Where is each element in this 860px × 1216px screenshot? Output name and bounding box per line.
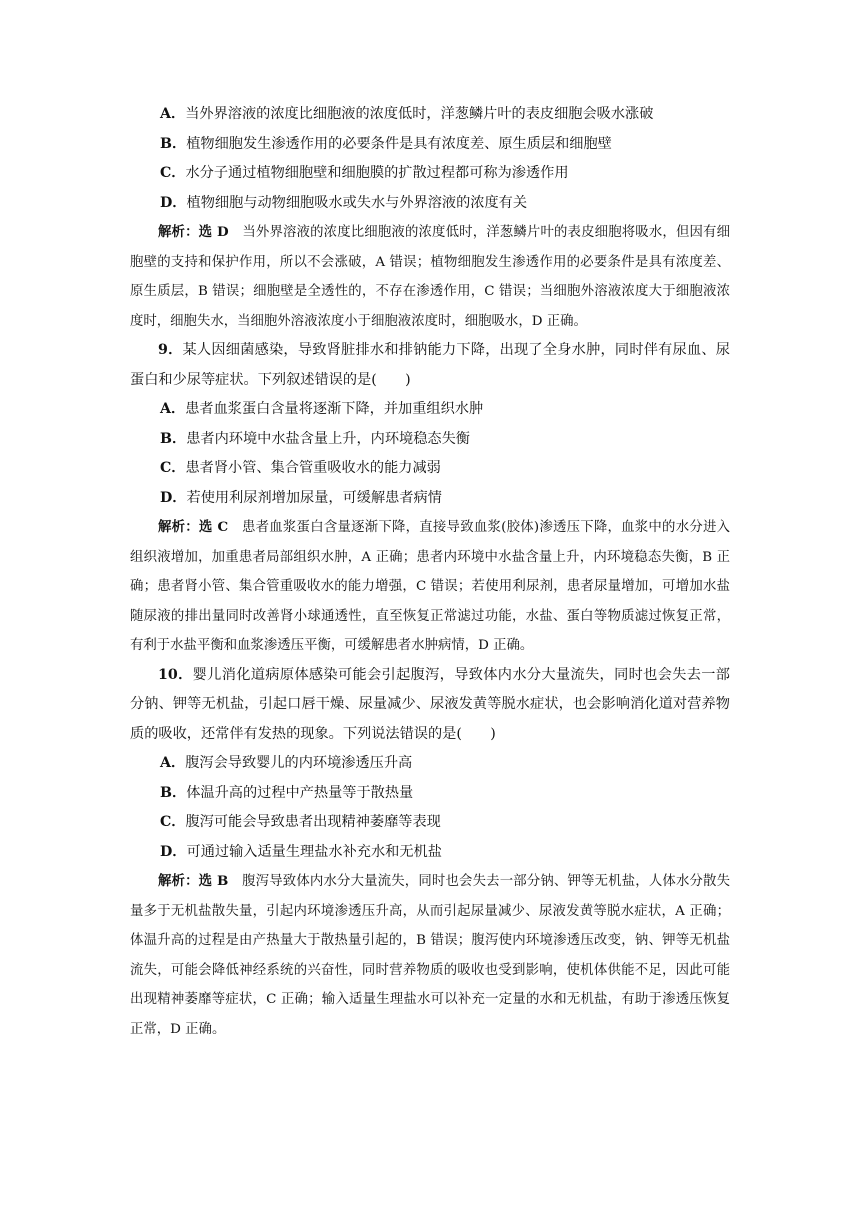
option-text: 若使用利尿剂增加尿量，可缓解患者病情 (186, 489, 442, 506)
q10-option-b (130, 779, 730, 809)
q9-option-a (130, 395, 730, 425)
analysis-label: 解析： (158, 224, 199, 240)
analysis-text: 患者血浆蛋白含量逐渐下降，直接导致血浆(胶体)渗透压下降，血浆中的水分进入组织液增加，加重患者局部组织水肿，A 正确；患者内环境中水盐含量上升，内环境稳态失衡，B 正确；患者肾小管、集合管重吸收水的能力增强，C 错误；若使用利尿剂，患者尿量增加，可增加水盐随尿液的排出量同时改善肾小球通透性，直至恢复正常滤过功能，水盐、蛋白等物质滤过恢复正常，有利于水盐平衡和血浆渗透压平衡，可缓解患者水肿病情，D 正确。 (130, 520, 730, 653)
option-text: 当外界溶液的浓度比细胞液的浓度低时，洋葱鳞片叶的表皮细胞会吸水涨破 (185, 106, 654, 122)
option-letter: D． (160, 194, 187, 211)
option-letter: C． (160, 165, 186, 181)
q8-option-b (130, 130, 730, 160)
analysis-text: 当外界溶液的浓度比细胞液的浓度低时，洋葱鳞片叶的表皮细胞将吸水，但因有细胞壁的支持和保护作用，所以不会涨破，A 错误；植物细胞发生渗透作用的必要条件是具有浓度差、原生质层，B 错误；细胞壁是全透性的，不存在渗透作用，C 错误；当细胞外溶液浓度大于细胞液浓度时，细胞失水，当细胞外溶液浓度小于细胞液浓度时，细胞吸水，D 正确。 (130, 225, 730, 329)
option-letter: B． (160, 784, 187, 801)
option-text: 患者血浆蛋白含量将逐渐下降，并加重组织水肿 (185, 401, 484, 417)
option-text: 体温升高的过程中产热量等于散热量 (186, 784, 414, 801)
q10-option-a (130, 749, 730, 779)
option-text: 患者内环境中水盐含量上升，内环境稳态失衡 (186, 430, 470, 447)
option-text: 植物细胞与动物细胞吸水或失水与外界溶液的浓度有关 (186, 194, 528, 211)
option-text: 患者肾小管、集合管重吸收水的能力减弱 (185, 460, 441, 476)
q10-analysis (130, 867, 730, 1044)
option-text: 腹泻会导致婴儿的内环境渗透压升高 (185, 755, 413, 771)
option-letter: A． (160, 106, 186, 122)
analysis-label: 解析： (158, 873, 199, 889)
document-content (130, 100, 730, 1044)
q9-analysis (130, 513, 730, 661)
option-letter: B． (160, 430, 187, 447)
analysis-label: 解析： (158, 519, 199, 535)
q9-stem (130, 336, 730, 395)
option-letter: D． (160, 843, 187, 860)
q8-option-d (130, 189, 730, 219)
option-text: 植物细胞发生渗透作用的必要条件是具有浓度差、原生质层和细胞壁 (186, 135, 612, 152)
question-number: 9． (158, 342, 183, 358)
option-letter: A． (160, 755, 186, 771)
option-text: 腹泻可能会导致患者出现精神萎靡等表现 (185, 814, 441, 830)
analysis-answer: 选 C (198, 519, 229, 535)
option-letter: A． (160, 401, 186, 417)
option-letter: D． (160, 489, 187, 506)
option-letter: B． (160, 135, 187, 152)
q10-option-d (130, 838, 730, 868)
option-text: 水分子通过植物细胞壁和细胞膜的扩散过程都可称为渗透作用 (185, 165, 569, 181)
question-stem-text: 婴儿消化道病原体感染可能会引起腹泻，导致体内水分大量流失，同时也会失去一部分钠、钾等无机盐，引起口唇干燥、尿量减少、尿液发黄等脱水症状，也会影响消化道对营养物质的吸收，还常伴有发热的现象。下列说法错误的是( ) (130, 666, 730, 742)
q8-analysis (130, 218, 730, 336)
option-text: 可通过输入适量生理盐水补充水和无机盐 (186, 843, 442, 860)
analysis-text: 腹泻导致体内水分大量流失，同时也会失去一部分钠、钾等无机盐，人体水分散失量多于无机盐散失量，引起内环境渗透压升高，从而引起尿量减少、尿液发黄等脱水症状，A 正确；体温升高的过程是由产热量大于散热量引起的，B 错误；腹泻使内环境渗透压改变，钠、钾等无机盐流失，可能会降低神经系统的兴奋性，同时营养物质的吸收也受到影响，使机体供能不足，因此可能出现精神萎靡等症状，C 正确；输入适量生理盐水可以补充一定量的水和无机盐，有助于渗透压恢复正常，D 正确。 (130, 874, 731, 1037)
q9-option-d (130, 484, 730, 514)
q10-option-c (130, 808, 730, 838)
analysis-answer: 选 D (198, 224, 229, 240)
question-stem-text: 某人因细菌感染，导致肾脏排水和排钠能力下降，出现了全身水肿，同时伴有尿血、尿蛋白和少尿等症状。下列叙述错误的是( ) (130, 342, 730, 388)
q8-option-c (130, 159, 730, 189)
q9-option-c (130, 454, 730, 484)
q10-stem (130, 661, 730, 750)
question-number: 10． (158, 666, 193, 683)
q9-option-b (130, 425, 730, 455)
option-letter: C． (160, 814, 186, 830)
option-letter: C． (160, 460, 186, 476)
q8-option-a (130, 100, 730, 130)
analysis-answer: 选 B (198, 873, 229, 889)
